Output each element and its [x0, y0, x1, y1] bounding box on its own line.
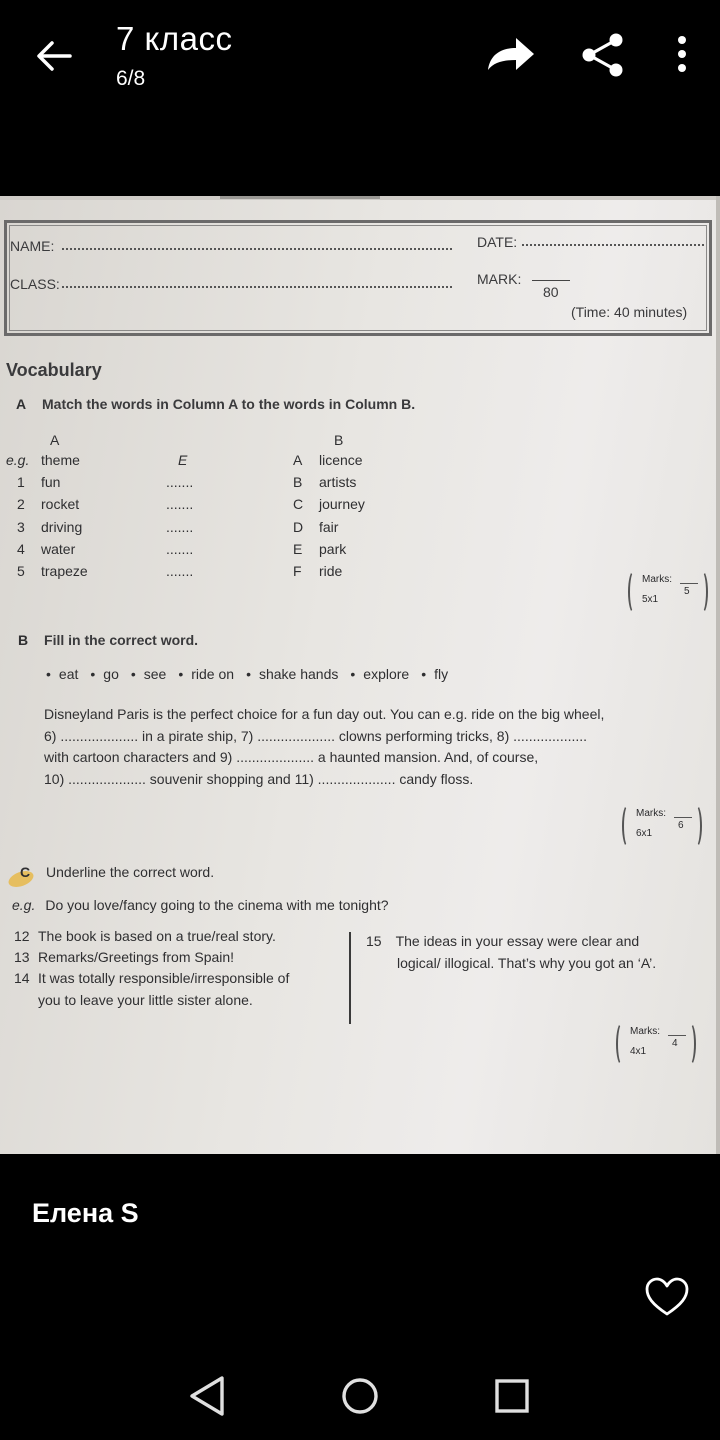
column-b-letter: A	[293, 452, 303, 468]
marks-box: Marks: 5x1 5	[628, 570, 708, 614]
item-number: 4	[17, 540, 25, 557]
example-sentence: e.g. Do you love/fancy going to the cinema with me tonight?	[12, 897, 389, 913]
question-15-continued: logical/ illogical. That’s why you got an ‘A’.	[397, 955, 657, 971]
mark-total: 80	[543, 284, 559, 300]
nav-home-icon[interactable]	[340, 1376, 380, 1416]
class-line	[62, 286, 452, 288]
column-b-letter: E	[293, 540, 303, 557]
name-label: NAME:	[10, 238, 55, 254]
more-vertical-icon[interactable]	[666, 34, 698, 76]
word-option: explore	[363, 666, 410, 682]
word-options	[46, 666, 448, 682]
marks-box: Marks: 6x1 6	[622, 804, 702, 848]
name-line	[62, 248, 452, 250]
word-option: shake hands	[258, 666, 339, 682]
answer-blank: .......	[166, 540, 194, 557]
section-c-instruction: C Underline the correct word.	[20, 864, 215, 880]
column-b-letter: F	[293, 563, 302, 579]
bullet: •	[350, 666, 356, 682]
photo-mark	[220, 196, 380, 199]
word-option: fly	[434, 666, 449, 682]
bullet: •	[130, 666, 136, 682]
section-b-instruction: B Fill in the correct word.	[18, 632, 199, 648]
column-divider	[349, 932, 351, 1024]
column-b-letter: C	[293, 496, 304, 513]
item-number: 3	[17, 518, 25, 535]
column-b-word: licence	[319, 452, 363, 468]
top-bar	[0, 0, 720, 110]
column-b-word: ride	[319, 563, 343, 579]
album-title: 7 класс	[116, 20, 233, 57]
date-line	[522, 244, 704, 246]
share-icon[interactable]	[580, 32, 626, 78]
column-b-word: fair	[319, 518, 339, 535]
column-b-word: artists	[319, 474, 357, 491]
item-number: 5	[17, 563, 25, 579]
column-a-word: driving	[41, 518, 83, 535]
date-label: DATE:	[477, 234, 518, 250]
column-a-header: A	[50, 432, 60, 448]
column-a-word: theme	[41, 452, 80, 468]
text-line: 10) .................... souvenir shopping and 11) .................... candy floss.	[44, 770, 474, 787]
arrow-left-icon[interactable]	[30, 32, 78, 80]
item-number: e.g.	[6, 452, 30, 468]
mark-fraction-line	[532, 280, 570, 281]
column-b-word: journey	[319, 496, 365, 513]
bullet: •	[178, 666, 184, 682]
word-option: see	[143, 666, 167, 682]
photo-edge	[716, 196, 720, 1154]
question-12: 12 The book is based on a true/real story.	[14, 928, 276, 944]
forward-icon[interactable]	[484, 34, 536, 74]
time-limit: (Time: 40 minutes)	[571, 304, 688, 320]
section-a-instruction: A Match the words in Column A to the words in Column B.	[16, 396, 416, 412]
column-b-letter: D	[293, 518, 304, 535]
text-line: with cartoon characters and 9) .................... a haunted mansion. And, of course,	[44, 749, 539, 765]
question-14-continued: you to leave your little sister alone.	[38, 992, 253, 1008]
bullet: •	[90, 666, 96, 682]
answer-blank: .......	[166, 518, 194, 535]
marks-box: Marks: 4x1 4	[616, 1022, 696, 1066]
section-heading: Vocabulary	[6, 360, 102, 380]
word-option: ride on	[191, 666, 235, 682]
column-b-letter: B	[293, 474, 303, 491]
fill-in-text	[44, 704, 704, 790]
text-line: Disneyland Paris is the perfect choice for a fun day out. You can e.g. ride on the big wheel,	[44, 706, 605, 722]
answer-blank: .......	[166, 474, 194, 491]
text-line: 6) .................... in a pirate ship, 7) .................... clowns performing tricks, 8) ...................	[44, 727, 588, 744]
class-label: CLASS:	[10, 276, 60, 292]
question-14: 14 It was totally responsible/irresponsible of	[14, 970, 290, 986]
heart-icon[interactable]	[644, 1276, 690, 1318]
nav-back-icon[interactable]	[186, 1372, 232, 1420]
worksheet-photo[interactable]	[0, 196, 720, 1154]
column-b-word: park	[319, 540, 347, 557]
column-a-word: water	[41, 540, 76, 557]
bullet: •	[46, 666, 51, 682]
column-a-word: trapeze	[41, 563, 88, 579]
answer-blank: .......	[166, 563, 194, 579]
bullet: •	[421, 666, 427, 682]
nav-recents-icon[interactable]	[494, 1378, 530, 1414]
column-b-header: B	[334, 432, 344, 448]
word-option: go	[103, 666, 119, 682]
item-number: 1	[17, 474, 25, 491]
item-number: 2	[17, 496, 25, 513]
question-15: 15 The ideas in your essay were clear and	[366, 933, 640, 949]
column-a-word: rocket	[41, 496, 80, 513]
bullet: •	[246, 666, 251, 682]
question-13: 13 Remarks/Greetings from Spain!	[14, 949, 235, 965]
image-counter: 6/8	[116, 67, 146, 90]
mark-label: MARK:	[477, 271, 522, 287]
answer-blank: .......	[166, 496, 194, 513]
author-name[interactable]: Елена S	[32, 1198, 139, 1228]
answer-blank: E	[178, 452, 188, 468]
word-option: eat	[58, 666, 79, 682]
column-a-word: fun	[41, 474, 61, 491]
